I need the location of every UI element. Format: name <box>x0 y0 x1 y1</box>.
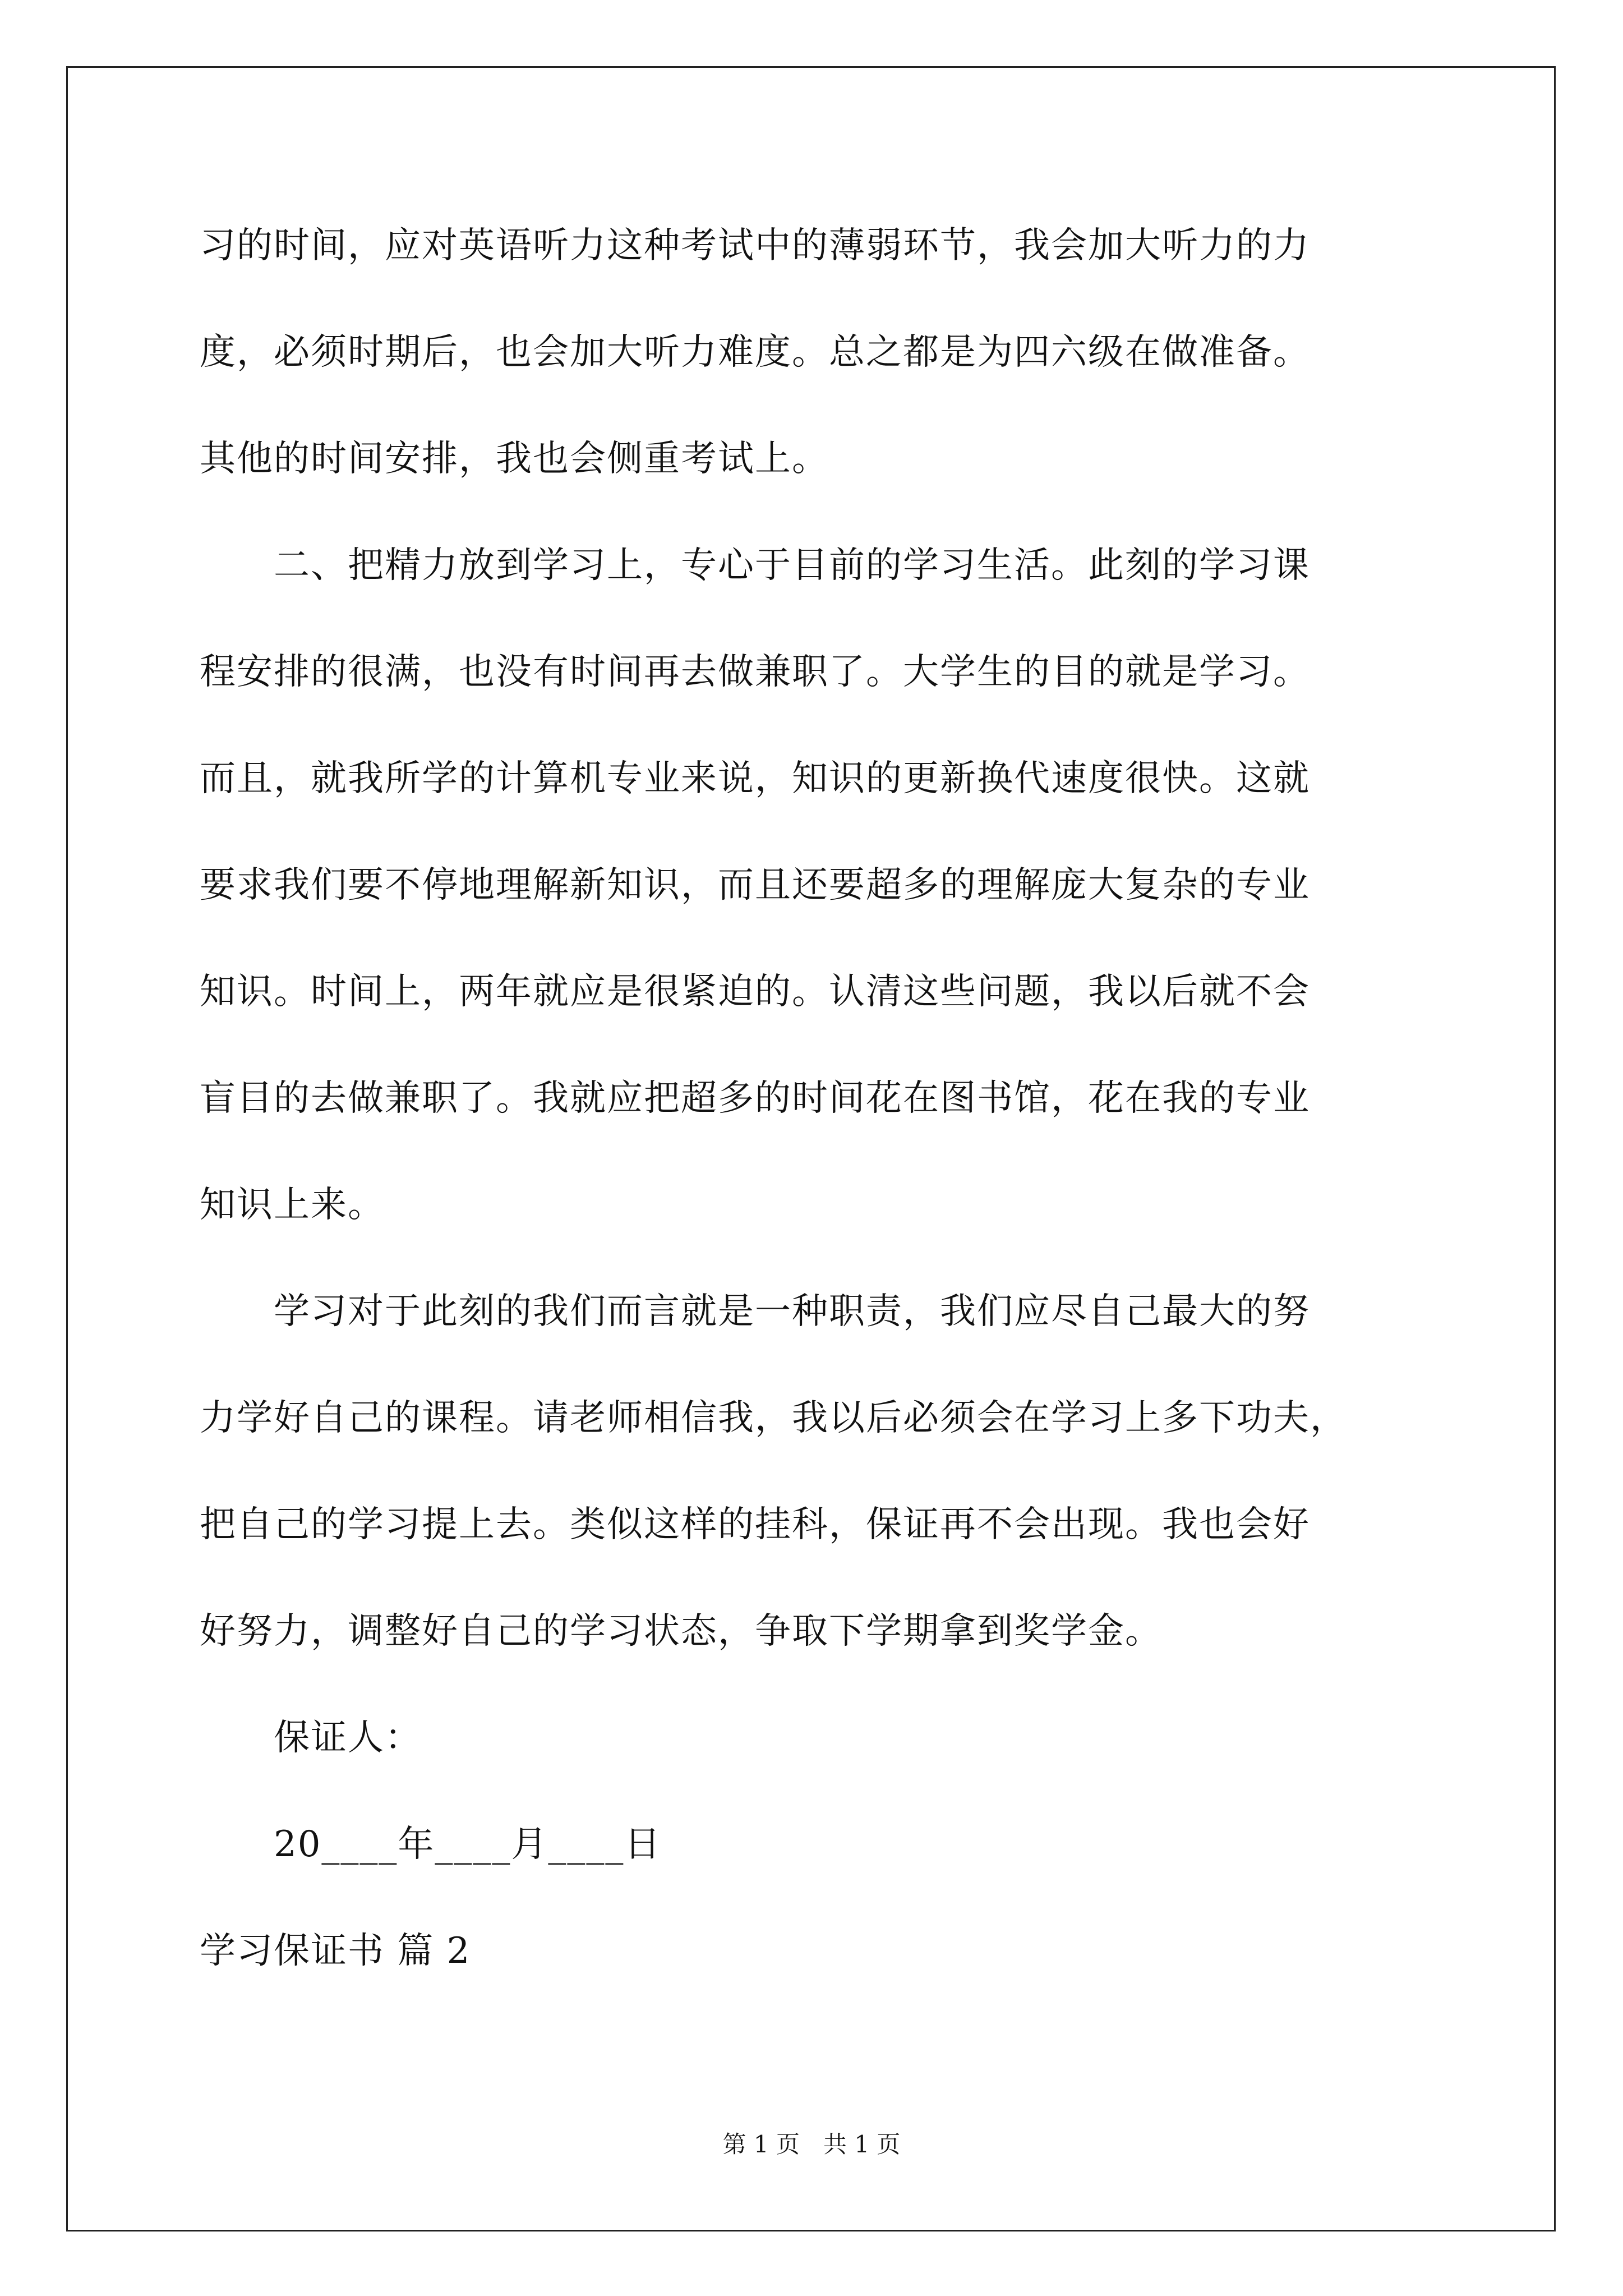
body-line: 把自己的学习提上去。类似这样的挂科，保证再不会出现。我也会好 <box>200 1504 1310 1545</box>
body-line: 其他的时间安排，我也会侧重考试上。 <box>200 438 829 480</box>
body-line: 好努力，调整好自己的学习状态，争取下学期拿到奖学金。 <box>200 1611 1162 1652</box>
page-number-footer: 第 1 页 共 1 页 <box>722 2131 901 2158</box>
body-line: 习的时间，应对英语听力这种考试中的薄弱环节，我会加大听力的力 <box>200 225 1310 266</box>
body-line: 要求我们要不停地理解新知识，而且还要超多的理解庞大复杂的专业 <box>200 864 1310 906</box>
body-line: 而且，就我所学的计算机专业来说，知识的更新换代速度很快。这就 <box>200 758 1310 799</box>
signature-label: 保证人： <box>200 1717 422 1759</box>
body-line: 力学好自己的课程。请老师相信我，我以后必须会在学习上多下功夫， <box>200 1397 1347 1439</box>
body-line: 知识。时间上，两年就应是很紧迫的。认清这些问题，我以后就不会 <box>200 971 1310 1013</box>
body-line: 程安排的很满，也没有时间再去做兼职了。大学生的目的就是学习。 <box>200 651 1310 693</box>
section-title: 学习保证书 篇 2 <box>200 1930 471 1972</box>
body-line: 知识上来。 <box>200 1184 385 1226</box>
date-line: 20____年____月____日 <box>200 1824 662 1865</box>
body-line: 度，必须时期后，也会加大听力难度。总之都是为四六级在做准备。 <box>200 332 1310 373</box>
page-border <box>66 66 1556 2231</box>
paragraph-start-line: 学习对于此刻的我们而言就是一种职责，我们应尽自己最大的努 <box>200 1291 1310 1332</box>
body-line: 盲目的去做兼职了。我就应把超多的时间花在图书馆，花在我的专业 <box>200 1078 1310 1119</box>
paragraph-start-line: 二、把精力放到学习上，专心于目前的学习生活。此刻的学习课 <box>200 545 1310 586</box>
